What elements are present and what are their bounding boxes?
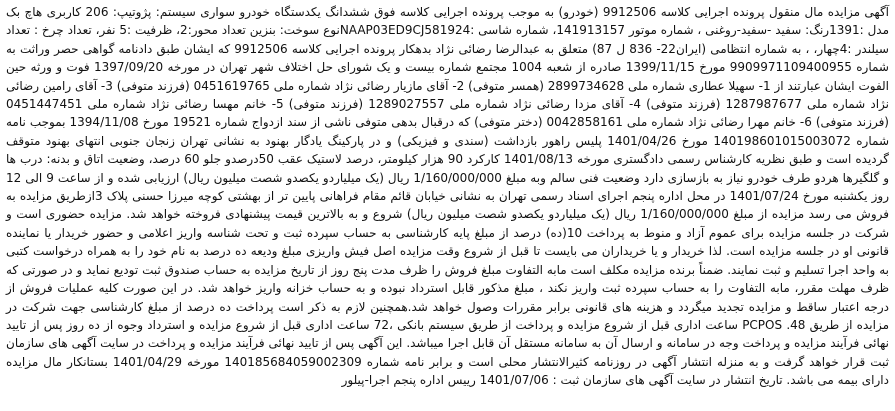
auction-notice-text: آگهی مزایده مال منقول پرونده اجرایی کلاسه 9912506 (خودرو) به موجب پرونده اجرایی کلاسه فوق ششدانگ یکدستگاه خودرو سواری سیستم: پژوتیپ: 206 کاربری هاچ بک مدل :1391رنگ: سفید -سفید-روغنی ، شماره موتور 141913157، شماره شاسی :NAAP03ED9CJ581924نوع سوخت: بنزین تعداد محور:2، ظرفیت :5 نفر، تعداد چرخ : تعداد سیلندر :4چهار، ، به شماره انتظامی (ایران22- 836 ل 87) متعلق به عبدالرضا رضائی نژاد بدهکار پرونده اجرایی کلاسه 9912506 که ایشان طبق دادنامه گواهی حصر وراثت به شماره 9909971109400955 مورخ 1399/11/15 صادره از شعبه 1004 مجتمع شماره بیست و یک شورای حل اختلاف شهر تهران در مورخه 1397/09/20 فوت و ورثه حین الفوت ایشان عبارتند از 1- سهیلا عطاری شماره ملی 2899734628 (همسر متوفی) 2- آقای مازیار رضائی نژاد شماره ملی 0451619765 (فرزند متوفی) 3- آقای رامین رضائی نژاد شماره ملی 1287987677 (فرزند متوفی) 4- آقای مزدا رضائی نژاد شماره ملی 1289027557 (فرزند متوفی) 5- خانم مهسا رضائی نژاد شماره ملی 0451447451 (فرزند متوفی) 6- خانم مهرا رضائی نژاد شماره ملی 0042858161 (دختر متوفی) که درقبال بدهی متوفی ناشی از سند ازدواج شماره 19521 مورخ 1394/11/08 بموجب نامه شماره 140198601015003072 مورخ 1401/04/26 پلیس راهور بازداشت (سندی و فیزیکی) و در پارکینگ یادگار بهنود به نشانی تهران زنجان جنوبی انتهای بهنود متوقف گردیده است و طبق نظریه کارشناس رسمی دادگستری مورخه 1401/08/13 کارکرد 90 هزار کیلومتر، درصد لاستیک عقب 50درصدو جلو 60 درصد، وضعیت اتاق و بدنه: درب ها و گلگیرها هردو طرف خودرو نیاز به بازسازی دارد وضعیت فنی سالم وبه مبلغ 1/160/000/000 ریال (یک میلیاردو یکصدو شصت میلیون ریال) ارزیابی شده و از ساعت 9 الی 12 روز یکشنبه مورخ 1401/07/24 در محل اداره پنجم اجرای اسناد رسمی تهران به نشانی خیابان قائم مقام فراهانی پایین تر از بهشتی کوچه میرزا حسنی پلاک 3ازطریق مزایده به فروش می رسد مزایده از مبلغ 1/160/000/000 ریال (یک میلیاردو یکصدو شصت میلیون ریال) شروع و به بالاترین قیمت پیشنهادی فروخته خواهد شد. مزایده حضوری است و شرکت در جلسه مزایده برای عموم آزاد و منوط به پرداخت 10(ده) درصد از مبلغ پایه کارشناسی به حساب سپرده ثبت و تحت شناسه واریز اعلامی و حضور خریدار یا نماینده قانونی او در جلسه مزایده است. لذا خریدار و یا خریداران می بایست تا قبل از شروع وقت مزایده اصل فیش واریزی مبلغ ودیعه ده درصد به نام خود را به همراه درخواست کتبی به واحد اجرا تسلیم و ثبت نمایند. ضمناً برنده مزایده مکلف است مابه التفاوت مبلغ فروش را ظرف مدت پنج روز از تاریخ مزایده به حساب صندوق ثبت تودیع نماید و در صورتی که ظرف مهلت مقرر، مابه التفاوت را به حساب سپرده ثبت واریز نکند ، مبلغ مذکور قابل استرداد نبوده و به حساب خزانه واریز خواهد شد. در این صورت کلیه عملیات فروش از درجه اعتبار ساقط و مزایده تجدید میگردد و هزینه های قانونی برابر مقررات وصول خواهد شد.همچنین لازم به ذکر است پرداخت ده درصد از مبلغ کارشناسی جهت شرکت در مزایده از طریق 48. PCPOS ساعت اداری قبل از شروع مزایده و پرداخت از طریق سیستم بانکی ،72 ساعت اداری قبل از شروع مزایده و استرداد وجوه از ده روز پس از تایید نهائی فرآیند مزایده و پرداخت وجه در سامانه و ارسال آن به سامانه مستقل آن قابل اجرا میباشد. این آگهی پس از تایید نهائی فرآیند مزایده و پرداخت در سایت آگهی های سازمان ثبت قرار خواهد گرفت و به منزله انتشار آگهی در روزنامه کثیرالانتشار محلی است و برابر نامه شماره 140185684059002309 مورخه 1401/04/29 بستانکار مال مزایده دارای بیمه می باشد. تاریخ انتشار در سایت آگهی های سازمان ثبت : 1401/07/06 رییس اداره پنجم اجرا-پیلور	[6, 5, 890, 388]
